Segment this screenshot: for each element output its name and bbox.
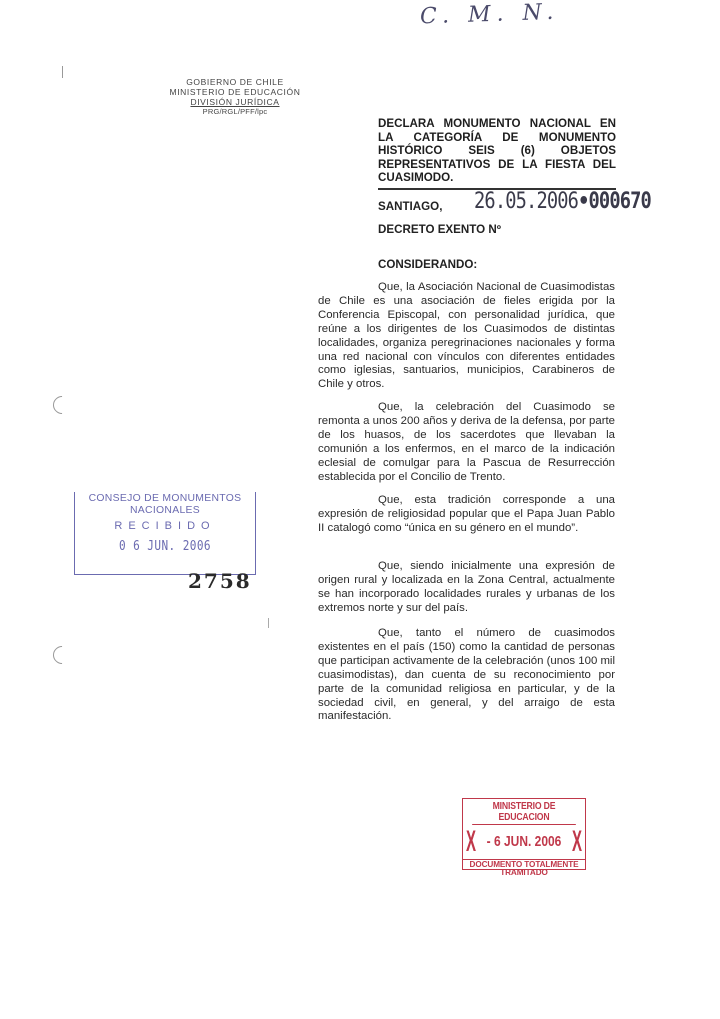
stamp-ministerio-foot1: DOCUMENTO TOTALMENTE [469, 860, 579, 869]
stamp-consejo-line1: CONSEJO DE MONUMENTOS [88, 493, 242, 504]
punch-hole-mark [49, 642, 74, 667]
paragraph [318, 494, 615, 536]
stamp-x-mark: X [571, 825, 582, 858]
santiago-label: SANTIAGO, [378, 200, 443, 213]
letterhead-ministry: MINISTERIO DE EDUCACIÓN [169, 87, 301, 97]
stamp-consejo-received: RECIBIDO [114, 520, 216, 532]
paragraph-text: Que, tanto el número de cuasimodos existentes en el país (150) como la cantidad de personas que participan activamente de la celebración (unos 100 mil cuasimodistas), dan cuenta de su reconocimiento por parte de la comunidad religiosa en particular, y de la sociedad civil, en general, y del arraigo de esta manifestación. [318, 627, 615, 723]
ministerio-processed-stamp [462, 798, 586, 877]
date-stamp: 26.05.2006•000670 [474, 189, 651, 214]
margin-mark [62, 66, 63, 78]
margin-tick [268, 618, 269, 628]
letterhead-reference: PRG/RGL/PFF/lpc [202, 107, 268, 116]
letterhead [150, 77, 320, 117]
decree-number: 000670 [588, 189, 651, 214]
considerando-heading: CONSIDERANDO: [378, 258, 478, 271]
document-title: DECLARA MONUMENTO NACIONAL EN LA CATEGORÍA DE MONUMENTO HISTÓRICO SEIS (6) OBJETOS REPRESENTATIVOS DE LA FIESTA DEL CUASIMODO. [378, 117, 616, 184]
punch-hole-mark [49, 392, 74, 417]
letterhead-division: DIVISIÓN JURÍDICA [190, 97, 280, 107]
paragraph [318, 281, 615, 392]
stamp-consejo-line2: NACIONALES [130, 505, 200, 516]
paragraph [318, 560, 615, 616]
stamp-ministerio-head: MINISTERIO DE EDUCACION [472, 799, 576, 825]
paragraph [318, 401, 615, 484]
stamp-ministerio-date: - 6 JUN. 2006 [486, 833, 562, 850]
stamp-ministerio-foot [463, 859, 585, 877]
stamp-entry-number: 2758 [188, 569, 252, 593]
stamp-x-mark: X [466, 825, 477, 858]
paragraph-text: Que, la Asociación Nacional de Cuasimodistas de Chile es una asociación de fieles erigida por la Conferencia Episcopal, con personalidad jurídica, que reúne a los dirigentes de los Cuasimodos de distintas localidades, organiza peregrinaciones nacionales y forma una red nacional con vínculos con diferentes entidades como iglesias, santuarios, municipios, Carabineros de Chile y otros. [318, 281, 615, 391]
stamp-consejo-date: 0 6 JUN. 2006 [118, 539, 212, 554]
stamp-ministerio-body [463, 825, 585, 859]
paragraph-text: Que, la celebración del Cuasimodo se remonta a unos 200 años y deriva de la defensa, por parte de los huasos, de los sacerdotes que llevaban la comunión a los enfermos, en el marco de la indicación eclesial de comulgar para la Pascua de Resurrección establecida por el Concilio de Trento. [318, 401, 615, 483]
paragraph-text: Que, siendo inicialmente una expresión de origen rural y localizada en la Zona Central, actualmente se han incorporado localidades rurales y urbanas de los extremos norte y sur del país. [318, 560, 615, 614]
decree-date: 26.05.2006 [474, 189, 579, 214]
letterhead-government: GOBIERNO DE CHILE [186, 77, 284, 87]
paragraph [318, 627, 615, 724]
handwritten-header: C. M. N. [419, 0, 560, 30]
stamp-ministerio-foot2: TRAMITADO [500, 868, 548, 877]
paragraph-text: Que, esta tradición corresponde a una expresión de religiosidad popular que el Papa Juan Pablo II catalogó como “única en su género en el mundo”. [318, 494, 615, 534]
consejo-received-stamp [74, 492, 256, 575]
decreto-label: DECRETO EXENTO Nº [378, 223, 501, 236]
